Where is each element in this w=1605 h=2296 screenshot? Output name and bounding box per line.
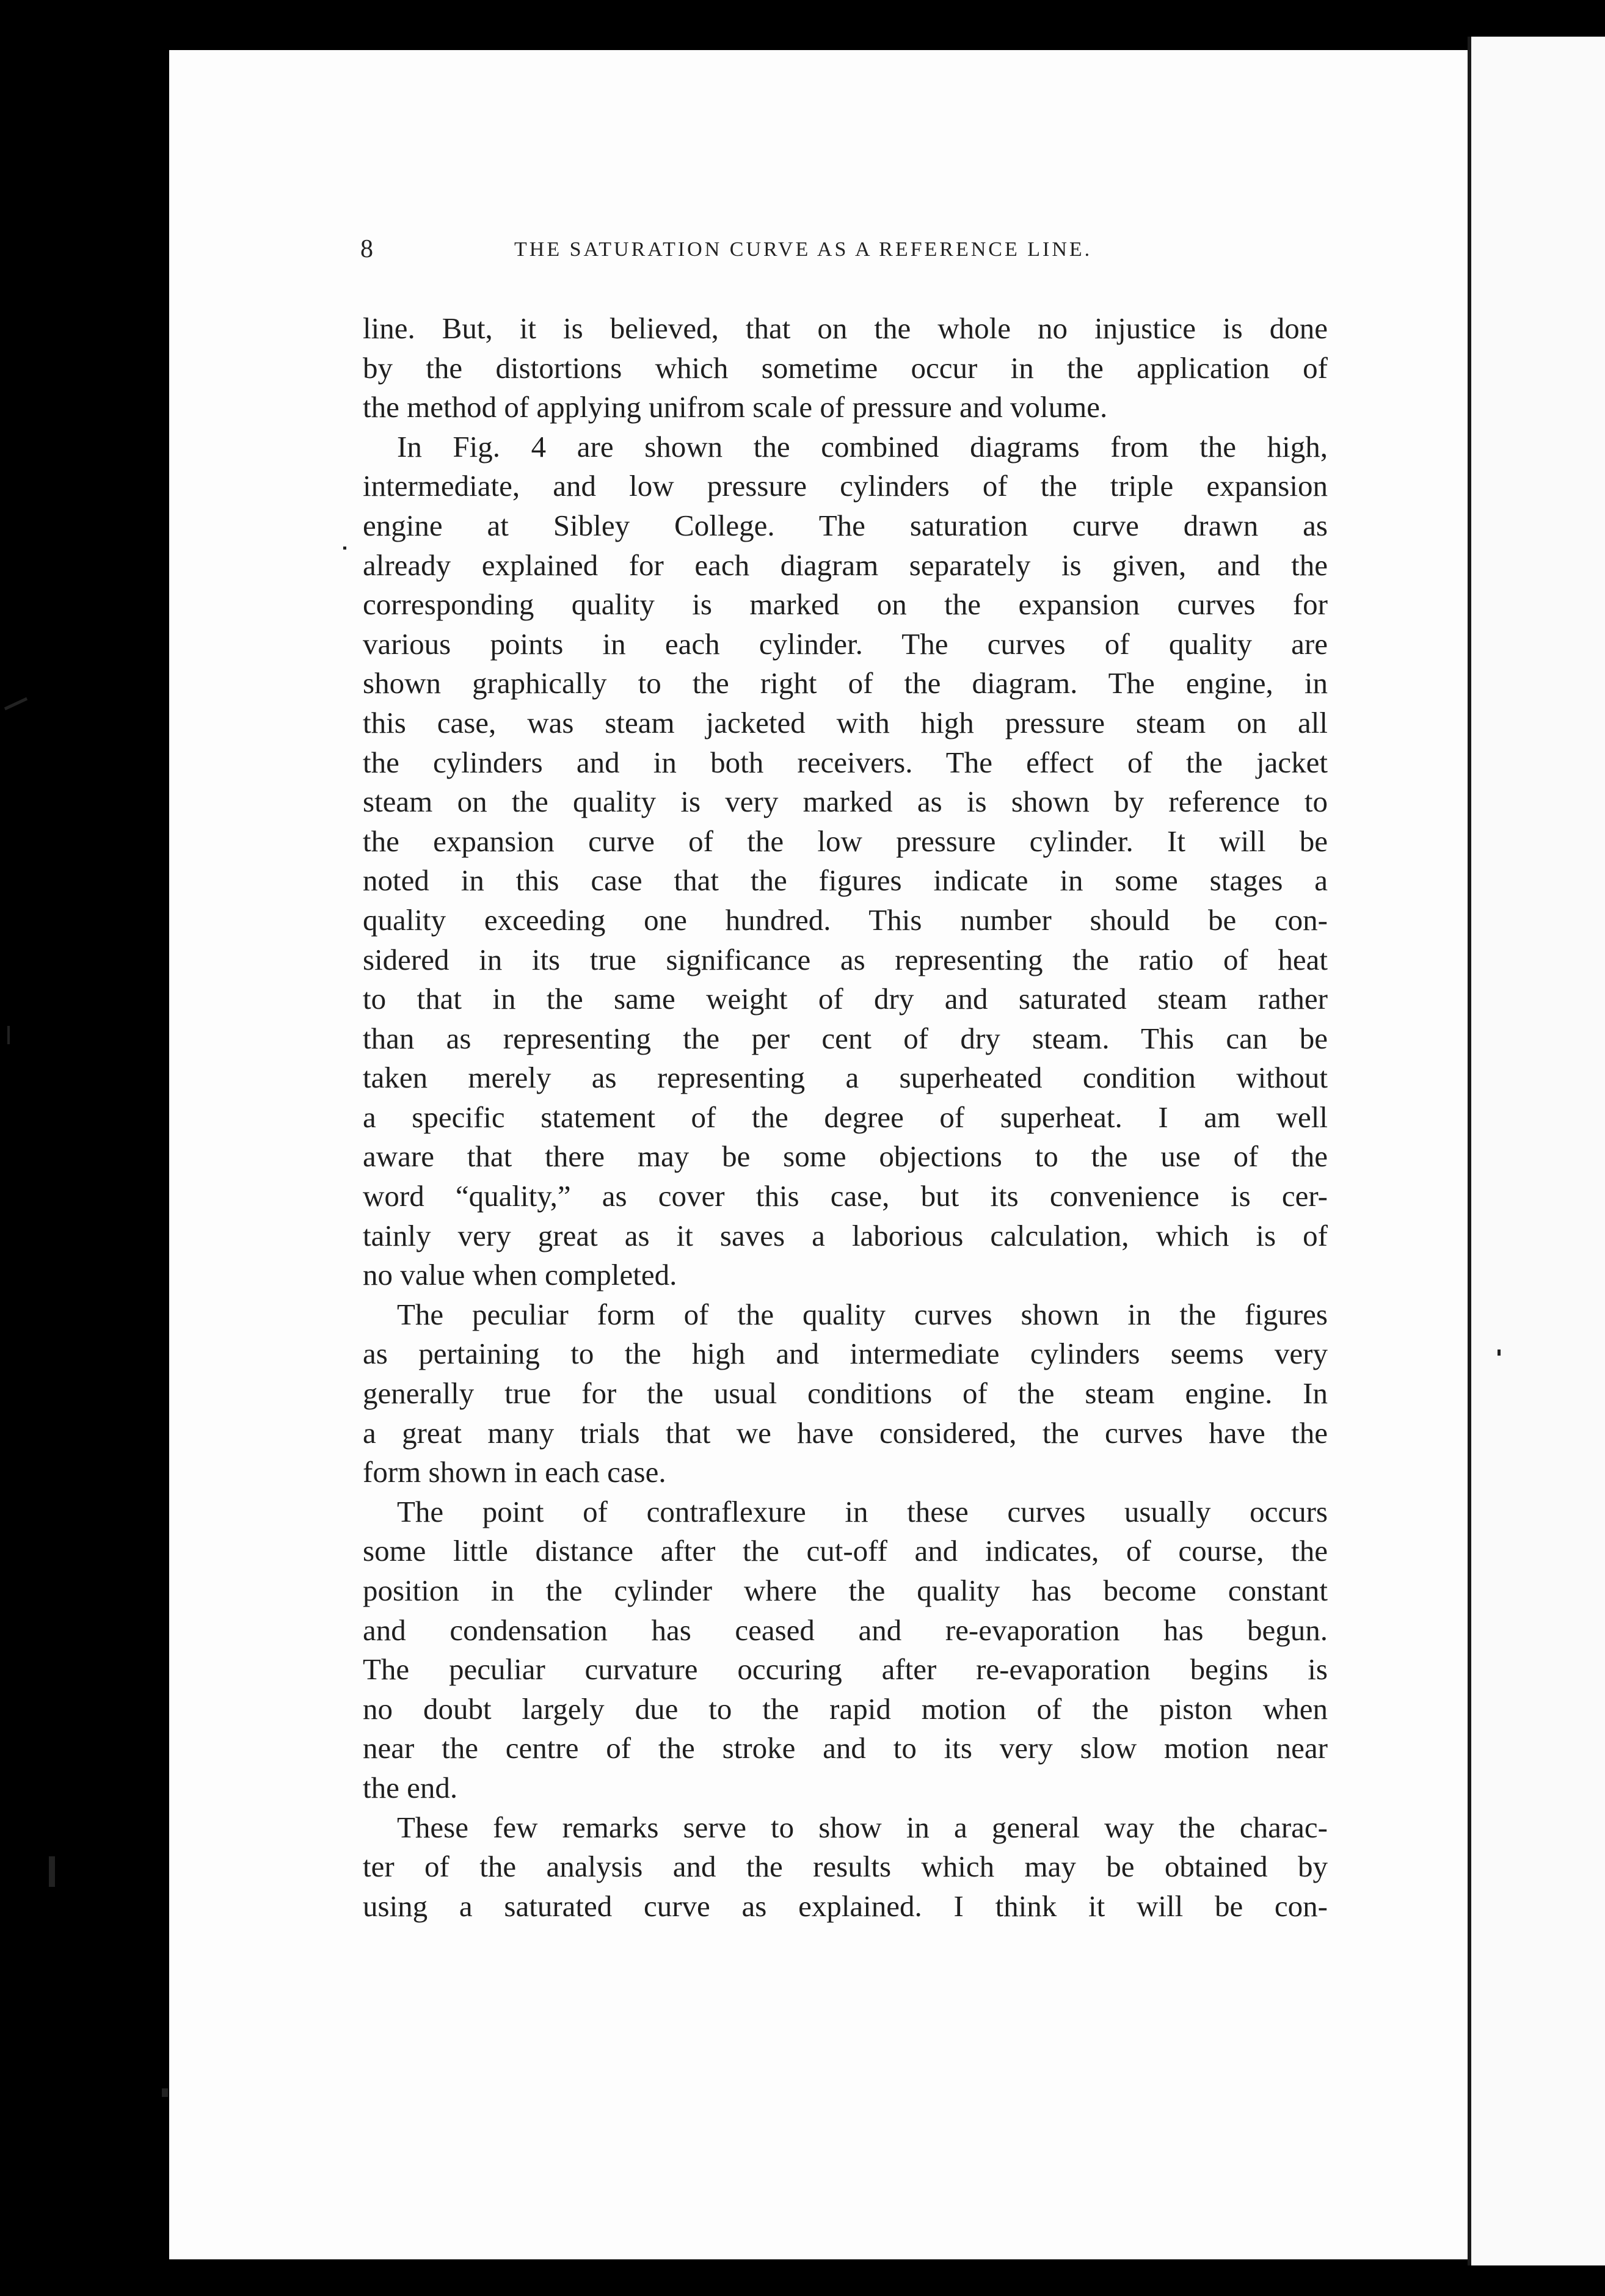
- paragraph: [363, 1808, 1328, 1927]
- text-line: shown graphically to the right of the diagram. The engine, in: [363, 666, 1328, 700]
- scan-speck: [1498, 1350, 1501, 1356]
- text-line: These few remarks serve to show in a general way the charac-: [397, 1810, 1328, 1844]
- text-line: noted in this case that the figures indicate in some stages a: [363, 863, 1328, 898]
- text-line: word “quality,” as cover this case, but its convenience is cer-: [363, 1179, 1328, 1213]
- text-line: using a saturated curve as explained. I think it will be con-: [363, 1889, 1328, 1923]
- text-line: a great many trials that we have considered, the curves have the: [363, 1415, 1328, 1450]
- text-line: quality exceeding one hundred. This number should be con-: [363, 903, 1328, 937]
- paragraph: [363, 309, 1328, 427]
- text-line: sidered in its true significance as representing the ratio of heat: [363, 942, 1328, 976]
- text-line: generally true for the usual conditions of the steam engine. In: [363, 1376, 1328, 1411]
- scan-speck: [343, 547, 346, 550]
- text-line: than as representing the per cent of dry steam. This can be: [363, 1021, 1328, 1055]
- page-number: 8: [360, 235, 373, 263]
- scan-speck: [7, 1026, 10, 1044]
- text-line: form shown in each case.: [363, 1455, 666, 1489]
- paragraph: [363, 427, 1328, 1295]
- text-line: In Fig. 4 are shown the combined diagrams from the high,: [397, 429, 1328, 463]
- text-line: various points in each cylinder. The curves of quality are: [363, 627, 1328, 661]
- text-line: to that in the same weight of dry and saturated steam rather: [363, 982, 1328, 1016]
- paragraph: [363, 1295, 1328, 1492]
- scan-speck: [49, 1856, 55, 1887]
- text-line: The peculiar curvature occuring after re-evaporation begins is: [363, 1652, 1328, 1687]
- text-line: and condensation has ceased and re-evaporation has begun.: [363, 1613, 1328, 1647]
- text-line: The point of contraflexure in these curves usually occurs: [397, 1494, 1328, 1528]
- text-line: this case, was steam jacketed with high pressure steam on all: [363, 705, 1328, 739]
- text-line: already explained for each diagram separately is given, and the: [363, 548, 1328, 582]
- body-text: [363, 309, 1328, 1926]
- text-line: corresponding quality is marked on the expansion curves for: [363, 587, 1328, 622]
- scan-speck: [4, 697, 27, 710]
- text-line: no value when completed.: [363, 1258, 677, 1292]
- text-line: taken merely as representing a superheated condition without: [363, 1061, 1328, 1095]
- text-line: a specific statement of the degree of superheat. I am well: [363, 1100, 1328, 1134]
- text-line: by the distortions which sometime occur in the application of: [363, 351, 1328, 385]
- paragraph: [363, 1492, 1328, 1808]
- text-line: engine at Sibley College. The saturation curve drawn as: [363, 508, 1328, 542]
- text-line: steam on the quality is very marked as is shown by reference to: [363, 785, 1328, 819]
- text-line: intermediate, and low pressure cylinders of the triple expansion: [363, 469, 1328, 503]
- running-head: THE SATURATION CURVE AS A REFERENCE LINE.: [514, 238, 1093, 261]
- text-line: the end.: [363, 1770, 458, 1804]
- text-line: the expansion curve of the low pressure cylinder. It will be: [363, 824, 1328, 858]
- text-line: the cylinders and in both receivers. The effect of the jacket: [363, 745, 1328, 779]
- text-line: position in the cylinder where the quality has become constant: [363, 1574, 1328, 1607]
- scan-speck: [162, 2088, 168, 2097]
- text-line: tainly very great as it saves a laborious calculation, which is of: [363, 1218, 1328, 1252]
- text-line: line. But, it is believed, that on the whole no injustice is done: [363, 311, 1328, 345]
- text-line: The peculiar form of the quality curves shown in the figures: [397, 1297, 1328, 1331]
- text-line: aware that there may be some objections to the use of the: [363, 1139, 1328, 1174]
- text-line: no doubt largely due to the rapid motion of the piston when: [363, 1691, 1328, 1726]
- text-line: near the centre of the stroke and to its very slow motion near: [363, 1731, 1328, 1765]
- text-line: the method of applying unifrom scale of pressure and volume.: [363, 390, 1108, 424]
- page-header: [360, 234, 1215, 271]
- text-line: some little distance after the cut-off and indicates, of course, the: [363, 1534, 1328, 1568]
- text-line: ter of the analysis and the results which may be obtained by: [363, 1850, 1328, 1884]
- text-line: as pertaining to the high and intermediate cylinders seems very: [363, 1337, 1328, 1371]
- facing-page-edge: [1468, 37, 1605, 2265]
